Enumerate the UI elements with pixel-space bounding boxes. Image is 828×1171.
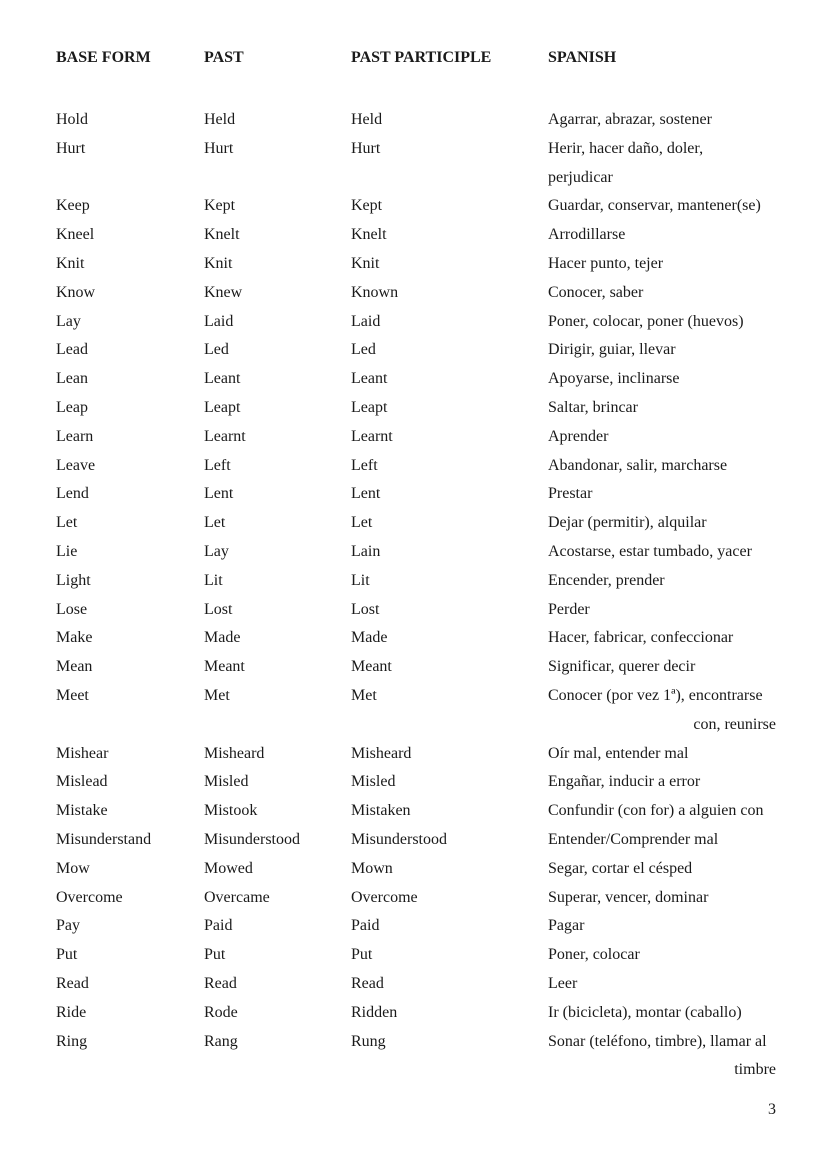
base-form-cell: Knit bbox=[56, 254, 85, 272]
table-row bbox=[0, 596, 828, 625]
past-participle-cell: Laid bbox=[351, 312, 381, 330]
past-participle-cell: Ridden bbox=[351, 1003, 398, 1021]
past-cell: Knit bbox=[204, 254, 233, 272]
table-row bbox=[0, 221, 828, 250]
past-participle-cell: Knelt bbox=[351, 226, 387, 244]
spanish-line: Sonar (teléfono, timbre), llamar al bbox=[548, 1032, 767, 1050]
past-cell: Hurt bbox=[204, 139, 234, 157]
past-participle-cell: Learnt bbox=[351, 427, 393, 445]
base-form-cell: Lose bbox=[56, 600, 88, 618]
table-row bbox=[0, 826, 828, 855]
table-row bbox=[0, 308, 828, 337]
base-form-cell: Learn bbox=[56, 427, 94, 445]
base-form-cell: Leave bbox=[56, 456, 96, 474]
past-cell: Kept bbox=[204, 197, 236, 215]
spanish-line: Arrodillarse bbox=[548, 226, 626, 244]
past-cell: Rang bbox=[204, 1032, 238, 1050]
past-cell: Misunderstood bbox=[204, 830, 300, 848]
base-form-cell: Know bbox=[56, 283, 96, 301]
spanish-line: Ir (bicicleta), montar (caballo) bbox=[548, 1003, 742, 1021]
past-participle-cell: Led bbox=[351, 341, 376, 359]
base-form-cell: Ride bbox=[56, 1003, 87, 1021]
spanish-cell bbox=[548, 336, 776, 365]
spanish-cell bbox=[548, 250, 776, 279]
base-form-cell: Pay bbox=[56, 917, 80, 935]
spanish-line: Poner, colocar bbox=[548, 946, 640, 964]
spanish-cell bbox=[548, 682, 776, 740]
past-cell: Lay bbox=[204, 542, 229, 560]
table-row bbox=[0, 653, 828, 682]
spanish-cell bbox=[548, 567, 776, 596]
past-participle-cell: Lain bbox=[351, 542, 381, 560]
table-row bbox=[0, 884, 828, 913]
spanish-cell bbox=[548, 596, 776, 625]
past-cell: Knelt bbox=[204, 226, 240, 244]
past-cell: Misled bbox=[204, 773, 249, 791]
past-cell: Mowed bbox=[204, 859, 253, 877]
spanish-cell bbox=[548, 970, 776, 999]
past-cell: Put bbox=[204, 946, 226, 964]
base-form-cell: Lead bbox=[56, 341, 88, 359]
table-row bbox=[0, 250, 828, 279]
past-cell: Led bbox=[204, 341, 229, 359]
spanish-line: Herir, hacer daño, doler, bbox=[548, 139, 704, 157]
past-participle-cell: Held bbox=[351, 111, 383, 128]
past-cell: Left bbox=[204, 456, 231, 474]
base-form-cell: Hurt bbox=[56, 139, 86, 157]
spanish-line: Hacer, fabricar, confeccionar bbox=[548, 629, 734, 647]
spanish-cell bbox=[548, 135, 776, 193]
spanish-line: Leer bbox=[548, 974, 578, 992]
spanish-cell bbox=[548, 394, 776, 423]
base-form-cell: Meet bbox=[56, 686, 89, 704]
table-row bbox=[0, 797, 828, 826]
spanish-line: Agarrar, abrazar, sostener bbox=[548, 111, 712, 128]
past-participle-cell: Leant bbox=[351, 370, 388, 388]
table-row bbox=[0, 336, 828, 365]
base-form-cell: Light bbox=[56, 571, 91, 589]
spanish-cell bbox=[548, 884, 776, 913]
table-row bbox=[0, 567, 828, 596]
base-form-cell: Mishear bbox=[56, 744, 109, 762]
spanish-line: Dirigir, guiar, llevar bbox=[548, 341, 676, 359]
past-cell: Laid bbox=[204, 312, 234, 330]
spanish-line: Perder bbox=[548, 600, 590, 618]
spanish-cell bbox=[548, 538, 776, 567]
base-form-cell: Keep bbox=[56, 197, 90, 215]
past-cell: Leapt bbox=[204, 398, 241, 416]
base-form-cell: Make bbox=[56, 629, 93, 647]
verb-table bbox=[0, 106, 828, 1085]
spanish-cell bbox=[548, 365, 776, 394]
table-row bbox=[0, 365, 828, 394]
spanish-line: Hacer punto, tejer bbox=[548, 254, 664, 272]
spanish-cell bbox=[548, 855, 776, 884]
past-participle-cell: Mown bbox=[351, 859, 393, 877]
spanish-line: Abandonar, salir, marcharse bbox=[548, 456, 728, 474]
table-row bbox=[0, 509, 828, 538]
past-cell: Made bbox=[204, 629, 241, 647]
past-participle-cell: Overcome bbox=[351, 888, 418, 906]
spanish-line: con, reunirse bbox=[693, 715, 776, 733]
past-participle-cell: Hurt bbox=[351, 139, 381, 157]
spanish-line: Guardar, conservar, mantener(se) bbox=[548, 197, 761, 215]
table-row bbox=[0, 768, 828, 797]
spanish-line: Segar, cortar el césped bbox=[548, 859, 693, 877]
spanish-cell bbox=[548, 452, 776, 481]
spanish-cell bbox=[548, 480, 776, 509]
base-form-cell: Let bbox=[56, 514, 78, 532]
spanish-line: Pagar bbox=[548, 917, 585, 935]
table-row bbox=[0, 1028, 828, 1086]
past-cell: Let bbox=[204, 514, 226, 532]
past-participle-cell: Left bbox=[351, 456, 378, 474]
base-form-cell: Leap bbox=[56, 398, 88, 416]
table-row bbox=[0, 135, 828, 193]
spanish-cell bbox=[548, 768, 776, 797]
spanish-cell bbox=[548, 308, 776, 337]
base-form-cell: Put bbox=[56, 946, 78, 964]
spanish-line: Conocer, saber bbox=[548, 283, 644, 301]
past-cell: Leant bbox=[204, 370, 241, 388]
base-form-cell: Lie bbox=[56, 542, 78, 560]
spanish-line: perjudicar bbox=[548, 168, 613, 186]
past-participle-cell: Rung bbox=[351, 1032, 386, 1050]
spanish-cell bbox=[548, 653, 776, 682]
spanish-line: Entender/Comprender mal bbox=[548, 830, 719, 848]
table-row bbox=[0, 855, 828, 884]
base-form-cell: Lay bbox=[56, 312, 81, 330]
base-form-cell: Lend bbox=[56, 485, 89, 503]
past-participle-cell: Knit bbox=[351, 254, 380, 272]
base-form-cell: Mean bbox=[56, 658, 93, 676]
table-row bbox=[0, 624, 828, 653]
past-participle-cell: Known bbox=[351, 283, 399, 301]
past-participle-cell: Leapt bbox=[351, 398, 388, 416]
table-row bbox=[0, 538, 828, 567]
spanish-line: Prestar bbox=[548, 485, 593, 503]
page-number: 3 bbox=[768, 1101, 776, 1118]
base-form-cell: Mislead bbox=[56, 773, 108, 791]
spanish-line: timbre bbox=[734, 1061, 776, 1079]
table-row bbox=[0, 970, 828, 999]
past-cell: Rode bbox=[204, 1003, 238, 1021]
spanish-cell bbox=[548, 797, 776, 826]
past-cell: Mistook bbox=[204, 802, 258, 820]
past-participle-cell: Let bbox=[351, 514, 373, 532]
spanish-line: Conocer (por vez 1ª), encontrarse bbox=[548, 686, 763, 704]
spanish-line: Significar, querer decir bbox=[548, 658, 696, 676]
past-participle-cell: Paid bbox=[351, 917, 380, 935]
spanish-cell bbox=[548, 106, 776, 135]
past-cell: Read bbox=[204, 974, 237, 992]
past-cell: Met bbox=[204, 686, 230, 704]
past-cell: Held bbox=[204, 111, 236, 128]
past-participle-cell: Lost bbox=[351, 600, 380, 618]
spanish-line: Confundir (con for) a alguien con bbox=[548, 802, 764, 820]
past-cell: Overcame bbox=[204, 888, 270, 906]
past-participle-cell: Meant bbox=[351, 658, 392, 676]
table-row bbox=[0, 192, 828, 221]
spanish-cell bbox=[548, 1028, 776, 1086]
past-cell: Lent bbox=[204, 485, 234, 503]
table-row bbox=[0, 394, 828, 423]
past-participle-cell: Misled bbox=[351, 773, 396, 791]
past-participle-cell: Kept bbox=[351, 197, 383, 215]
spanish-line: Aprender bbox=[548, 427, 609, 445]
base-form-cell: Overcome bbox=[56, 888, 123, 906]
header-past-participle: PAST PARTICIPLE bbox=[351, 49, 492, 66]
base-form-cell: Read bbox=[56, 974, 89, 992]
spanish-line: Superar, vencer, dominar bbox=[548, 888, 709, 906]
spanish-cell bbox=[548, 740, 776, 769]
past-cell: Lost bbox=[204, 600, 233, 618]
base-form-cell: Lean bbox=[56, 370, 88, 388]
past-cell: Knew bbox=[204, 283, 243, 301]
base-form-cell: Hold bbox=[56, 111, 88, 128]
past-participle-cell: Mistaken bbox=[351, 802, 411, 820]
table-header bbox=[0, 49, 828, 71]
past-participle-cell: Lent bbox=[351, 485, 381, 503]
header-past: PAST bbox=[204, 49, 244, 66]
table-row bbox=[0, 480, 828, 509]
past-cell: Misheard bbox=[204, 744, 265, 762]
past-participle-cell: Met bbox=[351, 686, 377, 704]
spanish-cell bbox=[548, 912, 776, 941]
spanish-line: Engañar, inducir a error bbox=[548, 773, 701, 791]
spanish-cell bbox=[548, 279, 776, 308]
past-participle-cell: Misunderstood bbox=[351, 830, 447, 848]
header-base-form: BASE FORM bbox=[56, 49, 151, 66]
past-participle-cell: Misheard bbox=[351, 744, 412, 762]
table-row bbox=[0, 740, 828, 769]
header-spanish: SPANISH bbox=[548, 49, 617, 66]
spanish-cell bbox=[548, 941, 776, 970]
table-row bbox=[0, 423, 828, 452]
past-participle-cell: Made bbox=[351, 629, 388, 647]
table-row bbox=[0, 106, 828, 135]
table-row bbox=[0, 452, 828, 481]
past-participle-cell: Put bbox=[351, 946, 373, 964]
table-row bbox=[0, 682, 828, 740]
spanish-cell bbox=[548, 509, 776, 538]
spanish-cell bbox=[548, 999, 776, 1028]
spanish-cell bbox=[548, 192, 776, 221]
spanish-line: Poner, colocar, poner (huevos) bbox=[548, 312, 744, 330]
past-cell: Learnt bbox=[204, 427, 246, 445]
spanish-line: Acostarse, estar tumbado, yacer bbox=[548, 542, 752, 560]
table-row bbox=[0, 999, 828, 1028]
base-form-cell: Kneel bbox=[56, 226, 95, 244]
base-form-cell: Mow bbox=[56, 859, 90, 877]
base-form-cell: Misunderstand bbox=[56, 830, 152, 848]
spanish-line: Apoyarse, inclinarse bbox=[548, 370, 680, 388]
past-participle-cell: Read bbox=[351, 974, 384, 992]
past-cell: Lit bbox=[204, 571, 223, 589]
table-row bbox=[0, 912, 828, 941]
past-cell: Paid bbox=[204, 917, 233, 935]
spanish-line: Dejar (permitir), alquilar bbox=[548, 514, 707, 532]
spanish-cell bbox=[548, 423, 776, 452]
table-row bbox=[0, 941, 828, 970]
base-form-cell: Mistake bbox=[56, 802, 108, 820]
table-row bbox=[0, 279, 828, 308]
spanish-line: Saltar, brincar bbox=[548, 398, 638, 416]
spanish-line: Oír mal, entender mal bbox=[548, 744, 689, 762]
past-cell: Meant bbox=[204, 658, 245, 676]
spanish-cell bbox=[548, 826, 776, 855]
spanish-cell bbox=[548, 221, 776, 250]
base-form-cell: Ring bbox=[56, 1032, 88, 1050]
spanish-cell bbox=[548, 624, 776, 653]
past-participle-cell: Lit bbox=[351, 571, 370, 589]
spanish-line: Encender, prender bbox=[548, 571, 665, 589]
